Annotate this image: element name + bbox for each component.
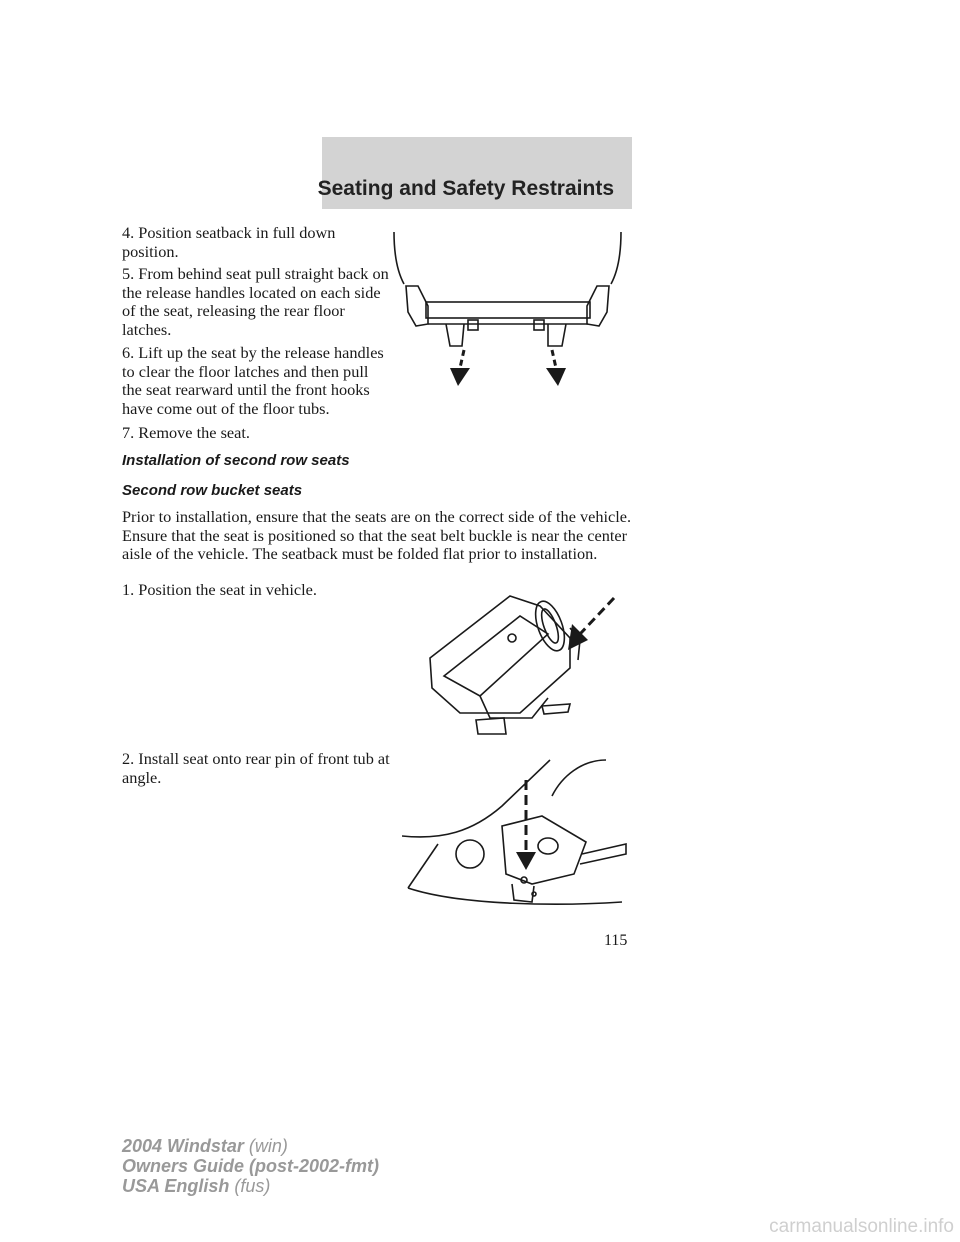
footer-code-3: (fus) [234, 1176, 271, 1196]
step-5: 5. From behind seat pull straight back on the release handles located on each side of the seat, releasing the rear floor latches. [122, 264, 389, 339]
installation-heading: Installation of second row seats [122, 452, 350, 469]
seat-position-illustration [420, 588, 630, 740]
footer-title-2: Owners Guide (post-2002-fmt) [122, 1156, 380, 1176]
step-7: 7. Remove the seat. [122, 423, 250, 442]
watermark: carmanualsonline.info [769, 1216, 954, 1237]
step-4: 4. Position seatback in full down position. [122, 223, 336, 261]
install-step-1: 1. Position the seat in vehicle. [122, 580, 317, 599]
footer-code-1: (win) [248, 1136, 288, 1156]
footer-title-3: USA English [122, 1176, 230, 1196]
section-title: Seating and Safety Restraints [317, 177, 614, 200]
bucket-seats-intro: Prior to installation, ensure that the seats are on the correct side of the vehicle. Ensure that the seat is positioned so that the seat belt buckle is near the center aisle of the vehicle. The seatback must be folded flat prior to installation. [122, 507, 632, 563]
seat-install-illustration [402, 756, 634, 912]
step-6: 6. Lift up the seat by the release handles to clear the floor latches and then pull the seat rearward until the front hooks have come out of the floor tubs. [122, 343, 384, 418]
install-step-2: 2. Install seat onto rear pin of front tub at angle. [122, 749, 390, 787]
section-header-band [317, 137, 632, 209]
bucket-seats-heading: Second row bucket seats [122, 482, 303, 499]
seat-release-illustration [388, 228, 638, 388]
footer-title-1: 2004 Windstar [122, 1136, 244, 1156]
page-number: 115 [604, 932, 628, 949]
document-footer [122, 1136, 379, 1196]
